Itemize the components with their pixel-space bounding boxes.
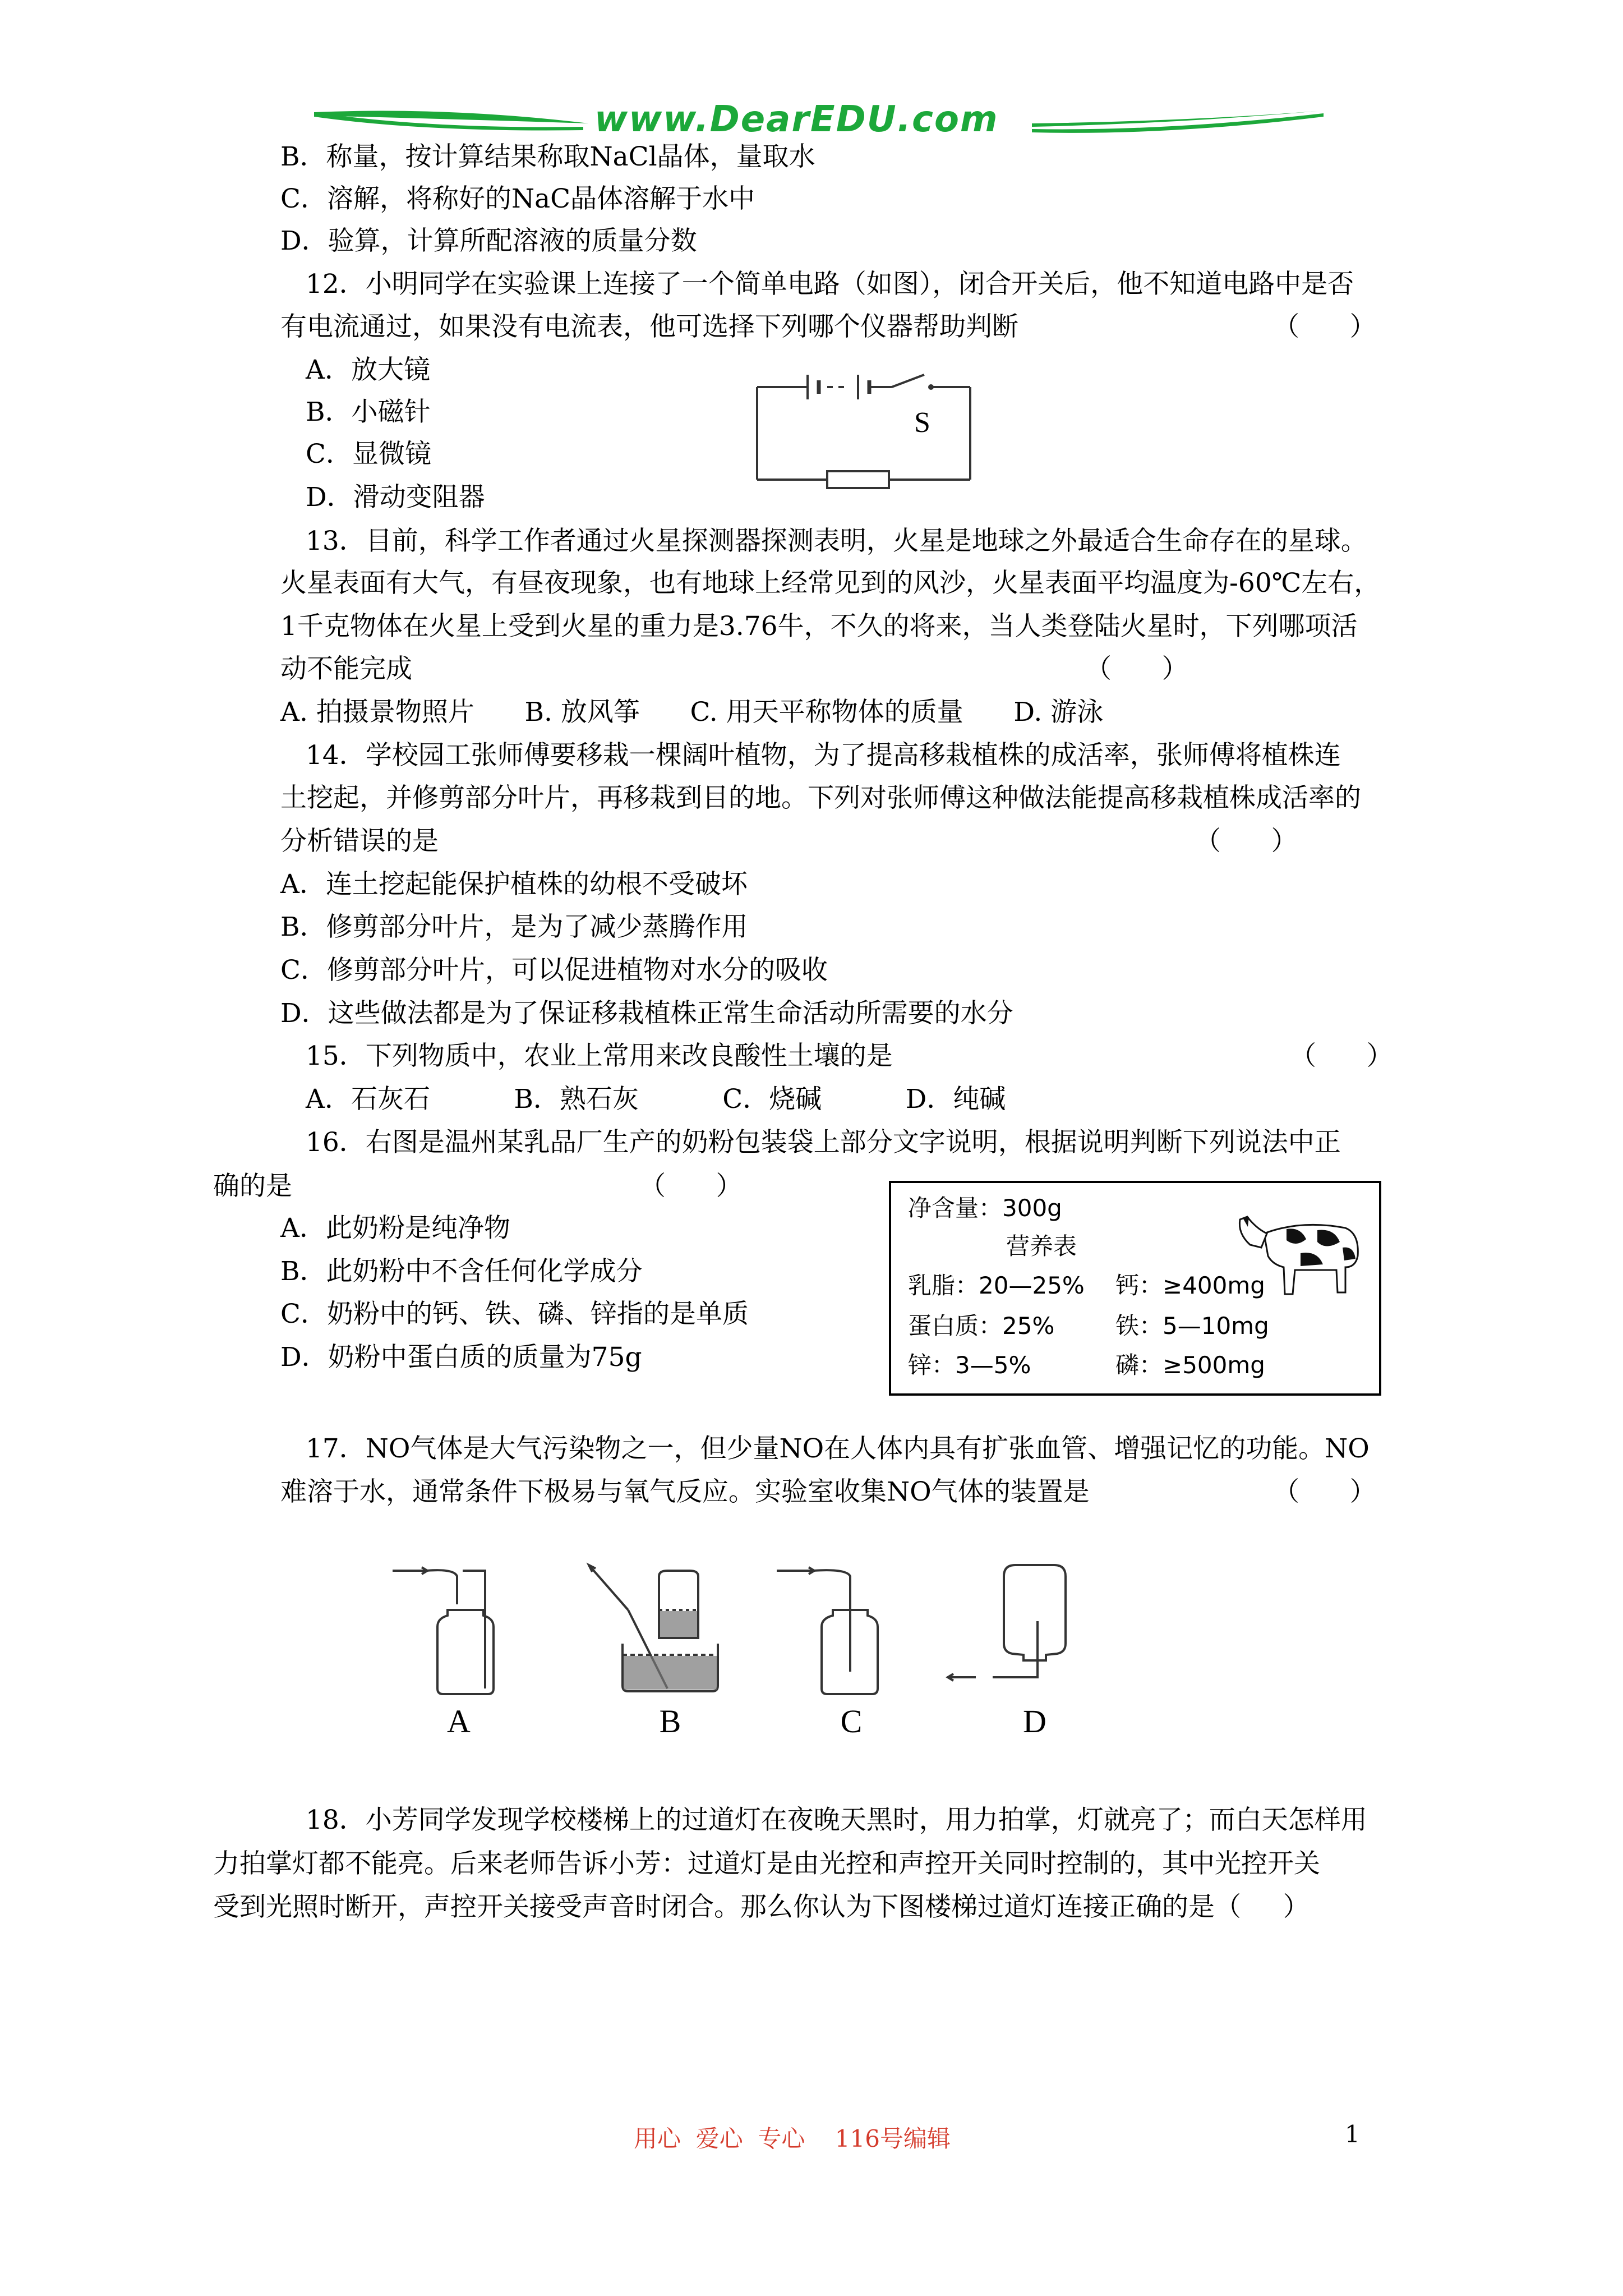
apparatus-label-d: D [1023, 1703, 1046, 1739]
q18-stem-line3: 受到光照时断开，声控开关接受声音时闭合。那么你认为下图楼梯过道灯连接正确的是（ ） [213, 1892, 1310, 1922]
q13-stem-line4: 动不能完成 [280, 654, 412, 684]
q17-answer-paren: （ ） [1273, 1476, 1376, 1507]
q13-stem-line3: 1千克物体在火星上受到火星的重力是3.76牛，不久的将来，当人类登陆火星时，下列哪项活 [280, 611, 1358, 642]
q14-answer-paren: （ ） [1195, 826, 1298, 857]
q11-option-b: B．称量，按计算结果称取NaCl晶体，量取水 [280, 141, 815, 172]
q13-stem-line2: 火星表面有大气，有昼夜现象，也有地球上经常见到的风沙，火星表面平均温度为-60℃左右， [280, 568, 1381, 599]
q15-options: A．石灰石 B．熟石灰 C．烧碱 D．纯碱 [306, 1084, 1006, 1115]
q13-answer-paren: （ ） [1085, 654, 1188, 684]
q14-option-d: D．这些做法都是为了保证移栽植株正常生命活动所需要的水分 [280, 998, 1013, 1029]
q14-option-b: B．修剪部分叶片，是为了减少蒸腾作用 [280, 912, 748, 942]
q15-answer-paren: （ ） [1290, 1041, 1393, 1071]
q18-stem-line1: 18．小芳同学发现学校楼梯上的过道灯在夜晚天黑时，用力拍掌，灯就亮了；而白天怎样用 [306, 1805, 1367, 1835]
q14-stem-line2: 土挖起，并修剪部分叶片，再移栽到目的地。下列对张师傅这种做法能提高移栽植株成活率的 [280, 783, 1361, 813]
q16-stem-line1: 16．右图是温州某乳品厂生产的奶粉包装袋上部分文字说明，根据说明判断下列说法中正 [306, 1127, 1341, 1158]
q16-stem-line2: 确的是 [213, 1171, 292, 1202]
q12-option-b: B．小磁针 [306, 397, 431, 427]
nutrition-calcium: 钙：≥400mg [1115, 1272, 1265, 1299]
q16-answer-paren: （ ） [639, 1171, 743, 1202]
q18-stem-line2: 力拍掌灯都不能亮。后来老师告诉小芳：过道灯是由光控和声控开关同时控制的，其中光控开关 [213, 1848, 1320, 1879]
apparatus-label-c: C [840, 1703, 863, 1739]
q12-stem-line2: 有电流通过，如果没有电流表，他可选择下列哪个仪器帮助判断 [280, 311, 1018, 342]
apparatus-label-b: B [659, 1703, 681, 1739]
q12-answer-paren: （ ） [1273, 311, 1376, 342]
q12-option-d: D．滑动变阻器 [306, 482, 485, 513]
switch-label: S [914, 407, 930, 439]
nutrition-fat: 乳脂：20—25% [908, 1272, 1085, 1299]
nutrition-label [889, 1181, 1381, 1396]
nutrition-iron: 铁：5—10mg [1115, 1312, 1269, 1340]
q12-option-a: A．放大镜 [306, 355, 430, 385]
q16-option-b: B．此奶粉中不含任何化学成分 [280, 1256, 643, 1287]
nutrition-net-weight: 净含量：300g [908, 1194, 1062, 1222]
apparatus-label-a: A [447, 1703, 471, 1739]
nutrition-phosphorus: 磷：≥500mg [1115, 1351, 1265, 1379]
q11-option-c: C．溶解，将称好的NaC晶体溶解于水中 [280, 183, 755, 214]
q12-stem-line1: 12．小明同学在实验课上连接了一个简单电路（如图），闭合开关后，他不知道电路中是否 [306, 269, 1354, 300]
circuit-diagram [746, 353, 981, 494]
q14-option-c: C．修剪部分叶片，可以促进植物对水分的吸收 [280, 955, 828, 986]
q15-stem: 15．下列物质中，农业上常用来改良酸性土壤的是 [306, 1041, 893, 1071]
q16-option-a: A．此奶粉是纯净物 [280, 1213, 510, 1244]
q17-stem-line2: 难溶于水，通常条件下极易与氧气反应。实验室收集NO气体的装置是 [280, 1476, 1090, 1507]
footer-editor-note: 用心 爱心 专心 116号编辑 [634, 2125, 951, 2152]
nutrition-protein: 蛋白质：25% [908, 1312, 1055, 1340]
page-number: 1 [1345, 2120, 1360, 2148]
q13-options: A. 拍摄景物照片 B. 放风筝 C. 用天平称物体的质量 D. 游泳 [280, 697, 1104, 728]
q14-stem-line3: 分析错误的是 [280, 826, 439, 857]
q14-stem-line1: 14．学校园工张师傅要移栽一棵阔叶植物，为了提高移栽植株的成活率，张师傅将植株连 [306, 740, 1341, 771]
nutrition-title: 营养表 [1006, 1232, 1077, 1260]
q12-option-c: C．显微镜 [306, 439, 431, 470]
q13-stem-line1: 13．目前，科学工作者通过火星探测器探测表明，火星是地球之外最适合生命存在的星球。 [306, 526, 1367, 556]
q17-stem-line1: 17．NO气体是大气污染物之一，但少量NO在人体内具有扩张血管、增强记忆的功能。NO [306, 1433, 1370, 1464]
q16-option-d: D．奶粉中蛋白质的质量为75g [280, 1342, 642, 1373]
q16-option-c: C．奶粉中的钙、铁、磷、锌指的是单质 [280, 1299, 749, 1329]
header-site-name: www.DearEDU.com [594, 99, 999, 140]
nutrition-zinc: 锌：3—5% [908, 1351, 1031, 1379]
q14-option-a: A．连土挖起能保护植株的幼根不受破坏 [280, 869, 748, 900]
q11-option-d: D．验算，计算所配溶液的质量分数 [280, 226, 697, 256]
cow-illustration [1233, 1194, 1368, 1301]
gas-collection-apparatus [387, 1554, 1161, 1739]
